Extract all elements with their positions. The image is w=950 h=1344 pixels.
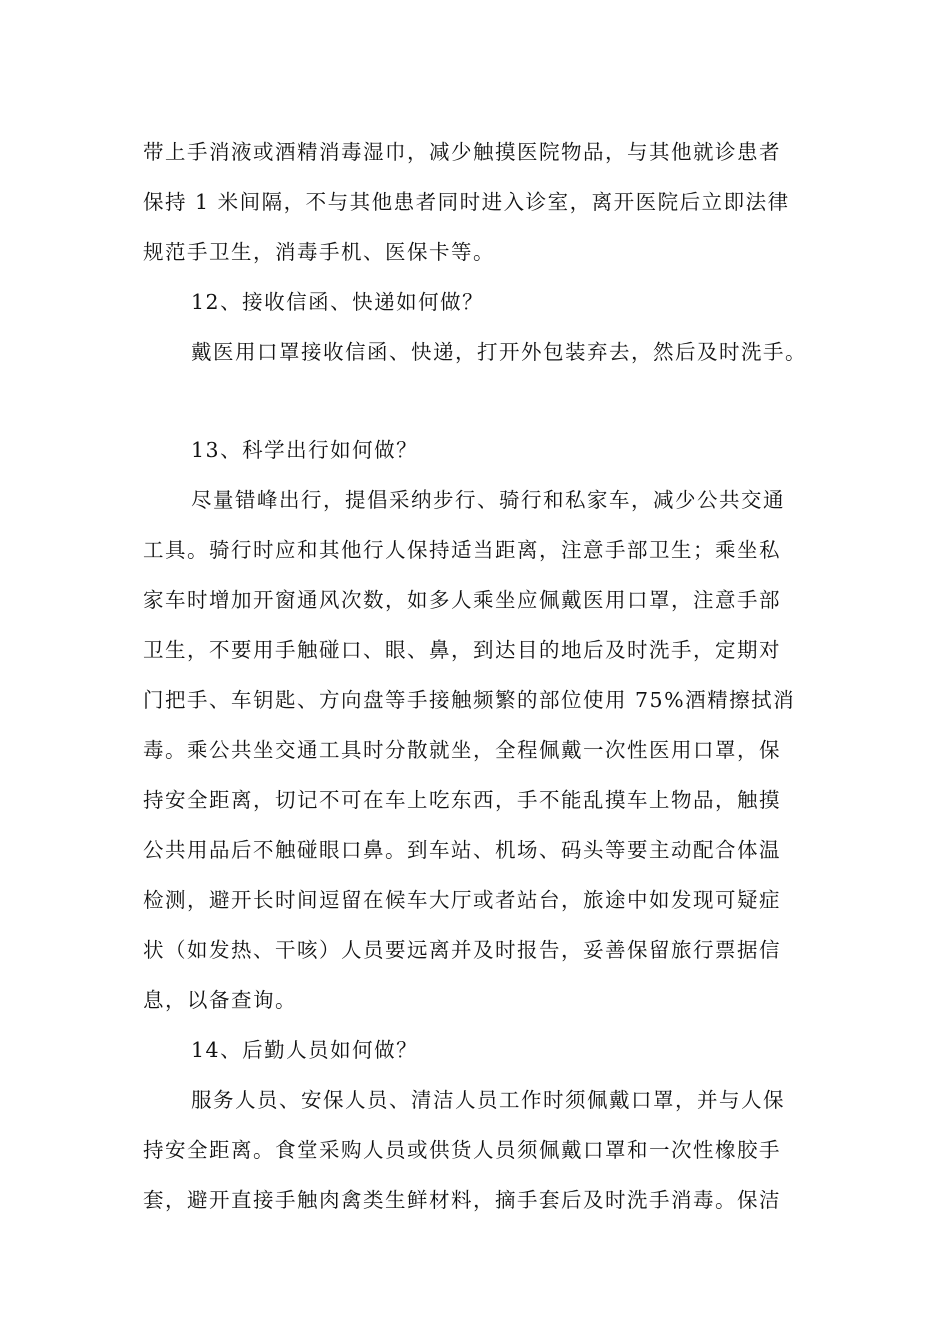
text-line: 息，以备查询。 bbox=[143, 988, 297, 1012]
text-line: 规范手卫生，消毒手机、医保卡等。 bbox=[143, 240, 495, 264]
text-line: 戴医用口罩接收信函、快递，打开外包装弃去，然后及时洗手。 bbox=[191, 340, 807, 364]
text-line: 卫生，不要用手触碰口、眼、鼻，到达目的地后及时洗手，定期对 bbox=[143, 638, 781, 662]
text-line: 检测，避开长时间逗留在候车大厅或者站台，旅途中如发现可疑症 bbox=[143, 888, 781, 912]
text-line: 公共用品后不触碰眼口鼻。到车站、机场、码头等要主动配合体温 bbox=[143, 838, 781, 862]
text-line: 毒。乘公共坐交通工具时分散就坐，全程佩戴一次性医用口罩，保 bbox=[143, 738, 781, 762]
section-heading: 14、后勤人员如何做？ bbox=[191, 1038, 419, 1062]
text-line: 尽量错峰出行，提倡采纳步行、骑行和私家车，减少公共交通 bbox=[191, 488, 785, 512]
text-line: 门把手、车钥匙、方向盘等手接触频繁的部位使用 75%酒精擦拭消 bbox=[143, 688, 796, 712]
text-line: 服务人员、安保人员、清洁人员工作时须佩戴口罩，并与人保 bbox=[191, 1088, 785, 1112]
text-line: 套，避开直接手触肉禽类生鲜材料，摘手套后及时洗手消毒。保洁 bbox=[143, 1188, 781, 1212]
text-line: 家车时增加开窗通风次数，如多人乘坐应佩戴医用口罩，注意手部 bbox=[143, 588, 781, 612]
text-line: 持安全距离。食堂采购人员或供货人员须佩戴口罩和一次性橡胶手 bbox=[143, 1138, 781, 1162]
text-line: 持安全距离，切记不可在车上吃东西，手不能乱摸车上物品，触摸 bbox=[143, 788, 781, 812]
text-line: 工具。骑行时应和其他行人保持适当距离，注意手部卫生；乘坐私 bbox=[143, 538, 781, 562]
text-line: 保持 1 米间隔，不与其他患者同时进入诊室，离开医院后立即法律 bbox=[143, 190, 790, 214]
text-line: 状（如发热、干咳）人员要远离并及时报告，妥善保留旅行票据信 bbox=[143, 938, 781, 962]
section-heading: 12、接收信函、快递如何做？ bbox=[191, 290, 485, 314]
section-heading: 13、科学出行如何做？ bbox=[191, 438, 419, 462]
text-line: 带上手消液或酒精消毒湿巾，减少触摸医院物品，与其他就诊患者 bbox=[143, 140, 781, 164]
